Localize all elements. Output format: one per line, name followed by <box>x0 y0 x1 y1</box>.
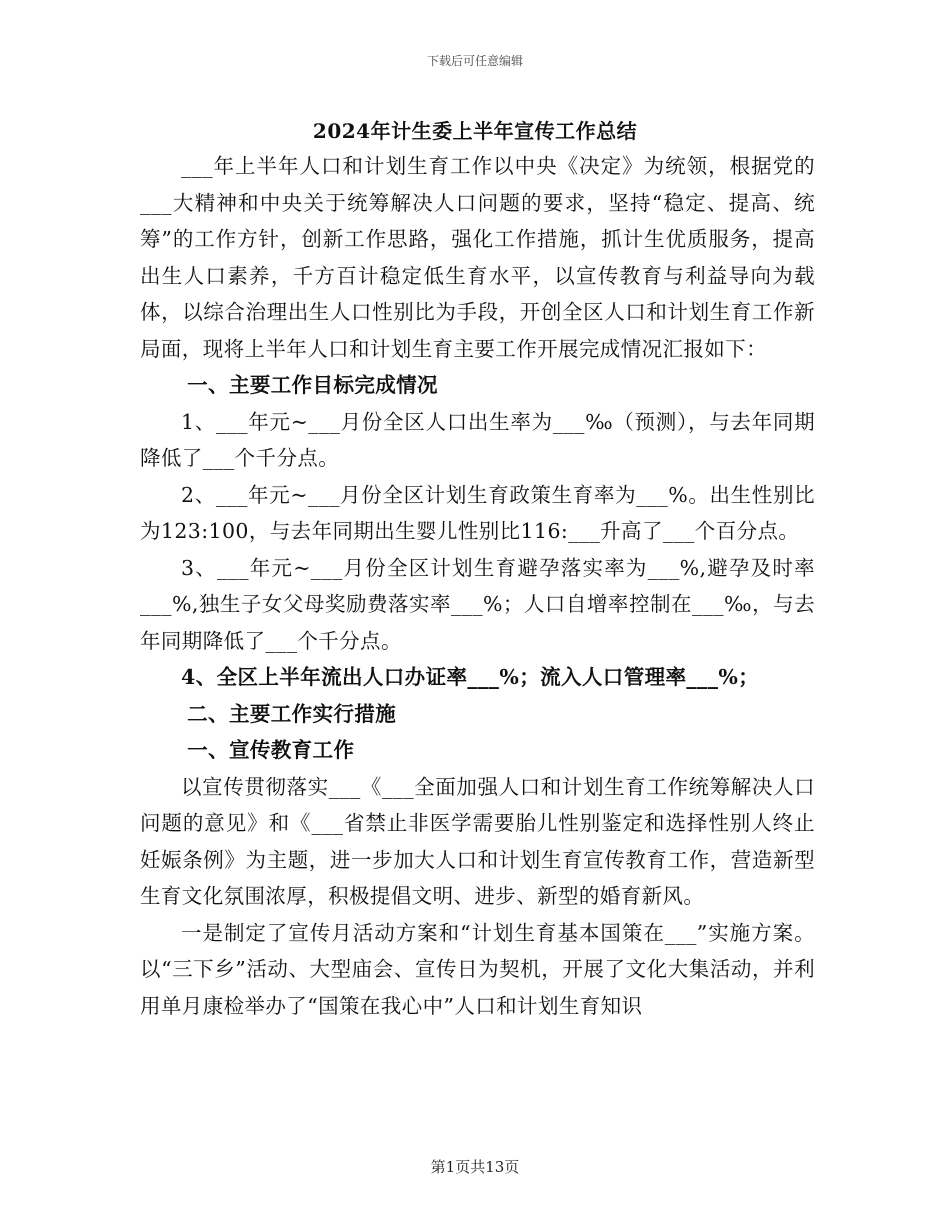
list-item: 1、___年元~___月份全区人口出生率为___‰（预测），与去年同期降低了___个千分点。 <box>140 409 815 470</box>
document-body <box>140 148 815 1024</box>
first-measure-paragraph: 一是制定了宣传月活动方案和“计划生育基本国策在___”实施方案。以“三下乡”活动、大型庙会、宣传日为契机，开展了文化大集活动，并利用单月康检举办了“国策在我心中”人口和计划生育知识 <box>140 920 815 1018</box>
page-number: 第1页共13页 <box>430 1158 520 1176</box>
list-item: 2、___年元~___月份全区计划生育政策生育率为___%。出生性别比为123:100，与去年同期出生婴儿性别比116:___升高了___个百分点。 <box>140 482 815 543</box>
propaganda-paragraph: 以宣传贯彻落实___《___全面加强人口和计划生育工作统筹解决人口问题的意见》和《___省禁止非医学需要胎儿性别鉴定和选择性别人终止妊娠条例》为主题，进一步加大人口和计划生育宣传教育工作，营造新型生育文化氛围浓厚，积极提倡文明、进步、新型的婚育新风。 <box>140 774 815 908</box>
subsection-heading-1: 一、宣传教育工作 <box>187 738 355 762</box>
section-heading-1: 一、主要工作目标完成情况 <box>187 373 438 397</box>
section-heading-2: 二、主要工作实行措施 <box>187 701 397 726</box>
list-item: 3、___年元~___月份全区计划生育避孕落实率为___%,避孕及时率___%,独生子女父母奖励费落实率___%；人口自增率控制在___‰，与去年同期降低了___个千分点。 <box>140 555 815 653</box>
intro-paragraph: ___年上半年人口和计划生育工作以中央《决定》为统领，根据党的___大精神和中央关于统筹解决人口问题的要求，坚持“稳定、提高、统筹”的工作方针，创新工作思路，强化工作措施，抓计生优质服务，提高出生人口素养，千方百计稳定低生育水平，以宣传教育与利益导向为载体，以综合治理出生人口性别比为手段，开创全区人口和计划生育工作新局面，现将上半年人口和计划生育主要工作开展完成情况汇报如下： <box>140 154 815 361</box>
download-note: 下载后可任意编辑 <box>426 54 523 68</box>
document-title: 2024年计生委上半年宣传工作总结 <box>312 119 638 143</box>
list-item-bold: 4、全区上半年流出人口办证率___%；流入人口管理率___%； <box>181 665 760 689</box>
